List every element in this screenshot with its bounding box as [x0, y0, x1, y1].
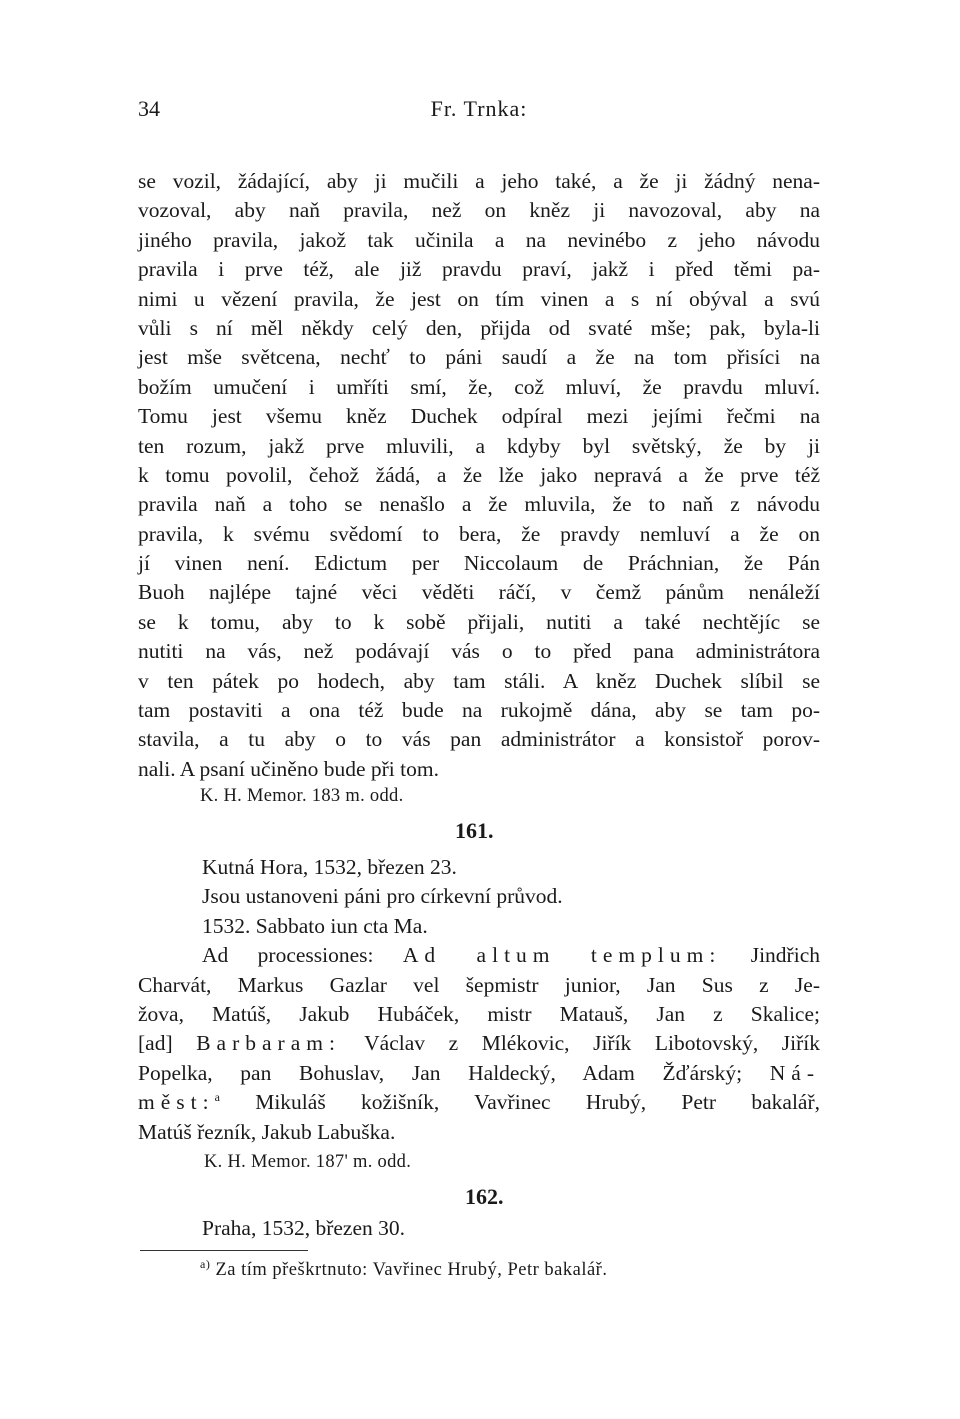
footnote-text: Za tím přeškrtnuto: Vavřinec Hrubý, Petr bakalář. [210, 1260, 608, 1280]
text-run: Václav z Mlékovic, Jiřík Libotovský, Jiřík [340, 1031, 820, 1056]
archive-source: K. H. Memor. 183 m. odd. [200, 786, 404, 806]
text-line: žova, Matúš, Jakub Hubáček, mistr Matauš, Jan z Skalice; [138, 1001, 820, 1026]
document-162 [138, 1214, 820, 1243]
text-line [138, 1059, 820, 1088]
footnote [200, 1256, 608, 1281]
spaced-heading: Ná- [769, 1060, 820, 1085]
archive-source: K. H. Memor. 187' m. odd. [204, 1152, 412, 1172]
text-line: ten rozum, jakž prve mluvili, a kdyby byl světský, že by ji [138, 433, 820, 458]
footnote-ref: a [214, 1089, 220, 1104]
text-line: vůli s ní měl někdy celý den, přijda od svaté mše; pak, byla-li [138, 315, 820, 340]
text-line: Tomu jest všemu kněz Duchek odpíral mezi jejími řečmi na [138, 404, 820, 429]
text-line: jest mše světcena, nechť to páni saudí a že na tom přisíci na [138, 345, 820, 370]
text-line: vozoval, aby naň pravila, než on kněz ji navozoval, aby na [138, 198, 820, 223]
spaced-heading: Barbaram: [196, 1031, 341, 1056]
place-date: Praha, 1532, březen 30. [202, 1216, 405, 1240]
main-text-block [138, 167, 820, 784]
spaced-heading: měst: [138, 1090, 215, 1115]
document-summary: Jsou ustanoveni páni pro církevní průvod. [202, 884, 563, 909]
dateline: 1532. Sabbato iun cta Ma. [202, 913, 428, 938]
text-line: jí vinen není. Edictum per Niccolaum de Práchnian, že Pán [138, 551, 820, 576]
text-line: Charvát, Markus Gazlar vel šepmistr junior, Jan Sus z Je- [138, 972, 820, 997]
page-number: 34 [138, 96, 160, 121]
text-run: Ad processiones: [202, 943, 403, 968]
document-161 [138, 853, 820, 1147]
text-run: Mikuláš kožišník, Vavřinec Hrubý, Petr bakalář, [219, 1090, 820, 1115]
text-run: Popelka, pan Bohuslav, Jan Haldecký, Adam Žďárský; [138, 1060, 770, 1085]
text-line: se vozil, žádající, aby ji mučili a jeho také, a že ji žádný nena- [138, 169, 820, 193]
text-line: stavila, a tu aby o to vás pan administrátor a konsistoř porov- [138, 727, 820, 752]
text-line: tam postaviti a ona též bude na rukojmě dána, aby se tam po- [138, 698, 820, 723]
text-line: pravila naň a toho se nenašlo a že mluvila, že to naň z návodu [138, 492, 820, 517]
text-line: Buoh najlépe tajné věci věděti ráčí, v čemž pánům nenáleží [138, 580, 820, 605]
text-line [138, 1088, 820, 1117]
text-run: Jindřich [721, 943, 820, 968]
footnote-divider [140, 1250, 308, 1251]
text-line [138, 941, 820, 970]
page-header [138, 96, 820, 130]
text-line: se k tomu, aby to k sobě přijali, nutiti a také nechtějíc se [138, 609, 820, 634]
text-line: Matúš řezník, Jakub Labuška. [138, 1119, 396, 1144]
text-line: pravila i prve též, ale již pravdu praví, jakž i před těmi pa- [138, 257, 820, 282]
spaced-heading: Ad altum templum: [402, 943, 722, 968]
place-date: Kutná Hora, 1532, březen 23. [202, 855, 457, 879]
text-line: božím umučení i umříti smí, že, což mluví, že pravdu mluví. [138, 374, 820, 399]
text-line: nimi u vězení pravila, že jest on tím vinen a s ní obýval a svú [138, 286, 820, 311]
text-line: v ten pátek po hodech, aby tam stáli. A kněz Duchek slíbil se [138, 668, 820, 693]
running-title: Fr. Trnka: [430, 96, 528, 121]
document-number: 162. [465, 1184, 504, 1209]
text-line [138, 1029, 820, 1058]
text-line: jiného pravila, jakož tak učinila a na nevinébo z jeho návodu [138, 227, 820, 252]
text-line: k tomu povolil, čehož žádá, a že lže jako nepravá a že prve též [138, 462, 820, 487]
text-run: [ad] [138, 1031, 197, 1056]
footnote-mark: a) [200, 1256, 211, 1271]
text-line: nutiti na vás, než podávají vás o to před pana administrátora [138, 639, 820, 664]
text-line: pravila, k svému svědomí to bera, že pravdy nemluví a že on [138, 521, 820, 546]
text-line: nali. A psaní učiněno bude při tom. [138, 756, 439, 781]
document-number: 161. [455, 818, 494, 843]
